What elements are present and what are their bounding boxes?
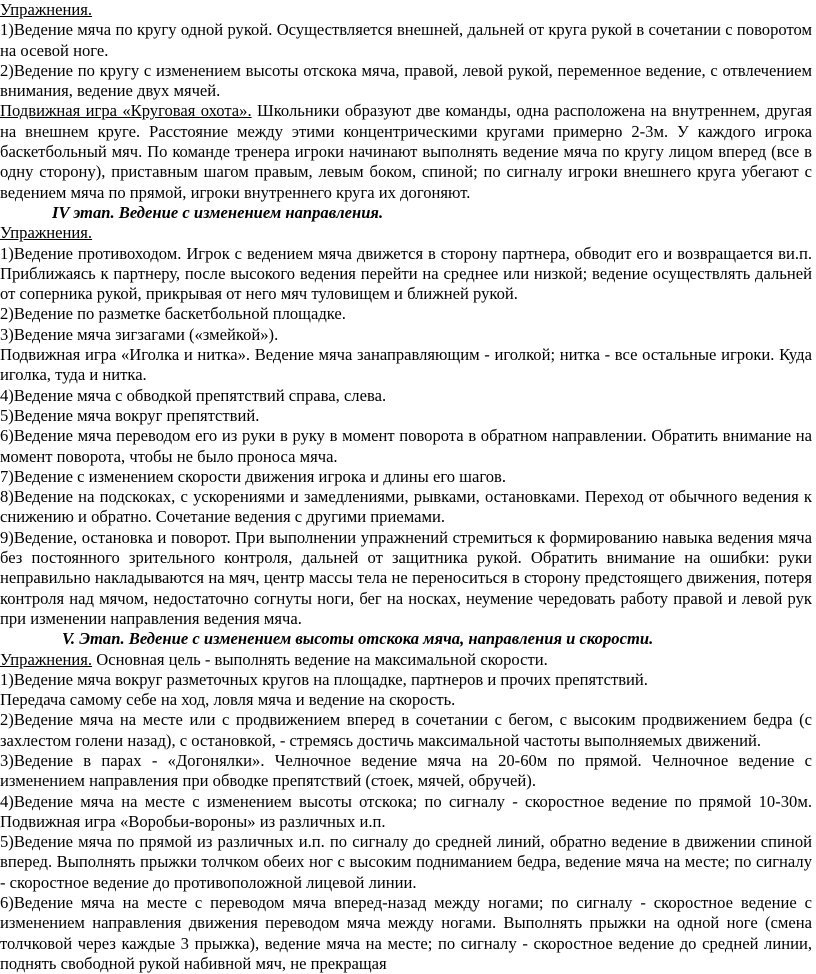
exercise-item: 2)Ведение мяча на месте или с продвижением вперед в сочетании с бегом, с высоким продвижением бедра (с захлестом голени назад), с остановкой, - стремясь достичь максимальной частоты выполняемых движений.	[0, 710, 812, 750]
exercise-item: 3)Ведение мяча зигзагами («змейкой»).	[0, 324, 279, 344]
exercises-label: Упражнения.	[0, 649, 93, 669]
section-heading-iv: IV этап. Ведение с изменением направления.	[52, 202, 384, 222]
exercise-item: 7)Ведение с изменением скорости движения игрока и длины его шагов.	[0, 466, 506, 486]
game-paragraph	[0, 101, 812, 202]
exercise-item: 2)Ведение по кругу с изменением высоты отскока мяча, правой, левой рукой, переменное ведение, с отвлечением внимания, ведение двух мячей.	[0, 60, 812, 101]
game-description: Школьники образуют две команды, одна расположена на внутреннем, другая на внешнем круге. Расстояние между этими концентрическими кругами примерно 2-3м. У каждого игрока баскетбольный мяч. По команде тренера игроки начинают выполнять ведение мяча по кругу лицом вперед (все в одну сторону), приставным шагом правым, левым боком, спиной; по сигналу игроки внешнего круга убегают с ведением мяча по прямой, игроки внутреннего круга их догоняют.	[0, 101, 812, 202]
goal-text: Основная цель - выполнять ведение на максимальной скорости.	[92, 649, 548, 669]
game-title: Подвижная игра «Круговая охота».	[0, 101, 252, 121]
exercise-item: 2)Ведение по разметке баскетбольной площадке.	[0, 304, 346, 324]
exercise-item: 1)Ведение противоходом. Игрок с ведением мяча движется в сторону партнера, обводит его и возвращается ви.п. Приближаясь к партнеру, после высокого ведения перейти на среднее или низкой; ведение осуществлять дальней от соперника рукой, прикрывая от него мяч туловищем и ближней рукой.	[0, 243, 812, 304]
exercise-item: 1)Ведение мяча по кругу одной рукой. Осуществляется внешней, дальней от круга рукой в сочетании с поворотом на осевой ноге.	[0, 20, 812, 60]
exercise-item: 5)Ведение мяча вокруг препятствий.	[0, 405, 260, 425]
game-paragraph: Подвижная игра «Иголка и нитка». Ведение мяча занаправляющим - иголкой; нитка - все остальные игроки. Куда иголка, туда и нитка.	[0, 345, 812, 385]
exercise-item: 9)Ведение, остановка и поворот. При выполнении упражнений стремиться к формированию навыка ведения мяча без постоянного зрительного контроля, дальней от защитника рукой. Обратить внимание на ошибки: руки неправильно накладываются на мяч, центр массы тела не переноситься в сторону предстоящего движения, потеря контроля над мячом, недостаточно согнуты ноги, бег на носках, неумение чередовать работу правой и левой рук при изменении направления ведения мяча.	[0, 527, 812, 628]
exercise-item: Передача самому себе на ход, ловля мяча и ведение на скорость.	[0, 690, 456, 710]
exercise-item: 4)Ведение мяча с обводкой препятствий справа, слева.	[0, 385, 387, 405]
exercise-item: 5)Ведение мяча по прямой из различных и.п. по сигналу до средней линий, обратно ведение в движении спиной вперед. Выполнять прыжки толчком обеих ног с высоким подниманием бедра, ведение мяча на месте; по сигналу - скоростное ведение до противоположной лицевой линии.	[0, 832, 812, 892]
exercise-item: 1)Ведение мяча вокруг разметочных кругов на площадке, партнеров и прочих препятствий.	[0, 669, 648, 689]
exercise-item: 6)Ведение мяча на месте с переводом мяча вперед-назад между ногами; по сигналу - скоростное ведение с изменением направления движения переводом мяча между ногами. Выполнять прыжки на одной ноге (смена толчковой через каждые 3 прыжка), ведение мяча на месте; по сигналу - скоростное ведение до средней линии, поднять свободной рукой набивной мяч, не прекращая	[0, 893, 812, 973]
section-heading-v: V. Этап. Ведение с изменением высоты отскока мяча, направления и скорости.	[62, 629, 654, 649]
exercise-item: 3)Ведение в парах - «Догонялки». Челночное ведение мяча на 20-60м по прямой. Челночное ведение с изменением направления при обводке препятствий (стоек, мячей, обручей).	[0, 750, 812, 791]
exercise-item: 8)Ведение на подскоках, с ускорениями и замедлениями, рывками, остановками. Переход от обычного ведения к снижению и обратно. Сочетание ведения с другими приемами.	[0, 487, 812, 527]
exercise-item: 6)Ведение мяча переводом его из руки в руку в момент поворота в обратном направлении. Обратить внимание на момент поворота, чтобы не было проноса мяча.	[0, 426, 812, 466]
exercises-goal	[0, 650, 812, 670]
exercises-label: Упражнения.	[0, 223, 93, 243]
exercises-label: Упражнения.	[0, 0, 93, 19]
exercise-item: 4)Ведение мяча на месте с изменением высоты отскока; по сигналу - скоростное ведение по прямой 10-30м. Подвижная игра «Воробьи-вороны» из различных и.п.	[0, 791, 812, 831]
